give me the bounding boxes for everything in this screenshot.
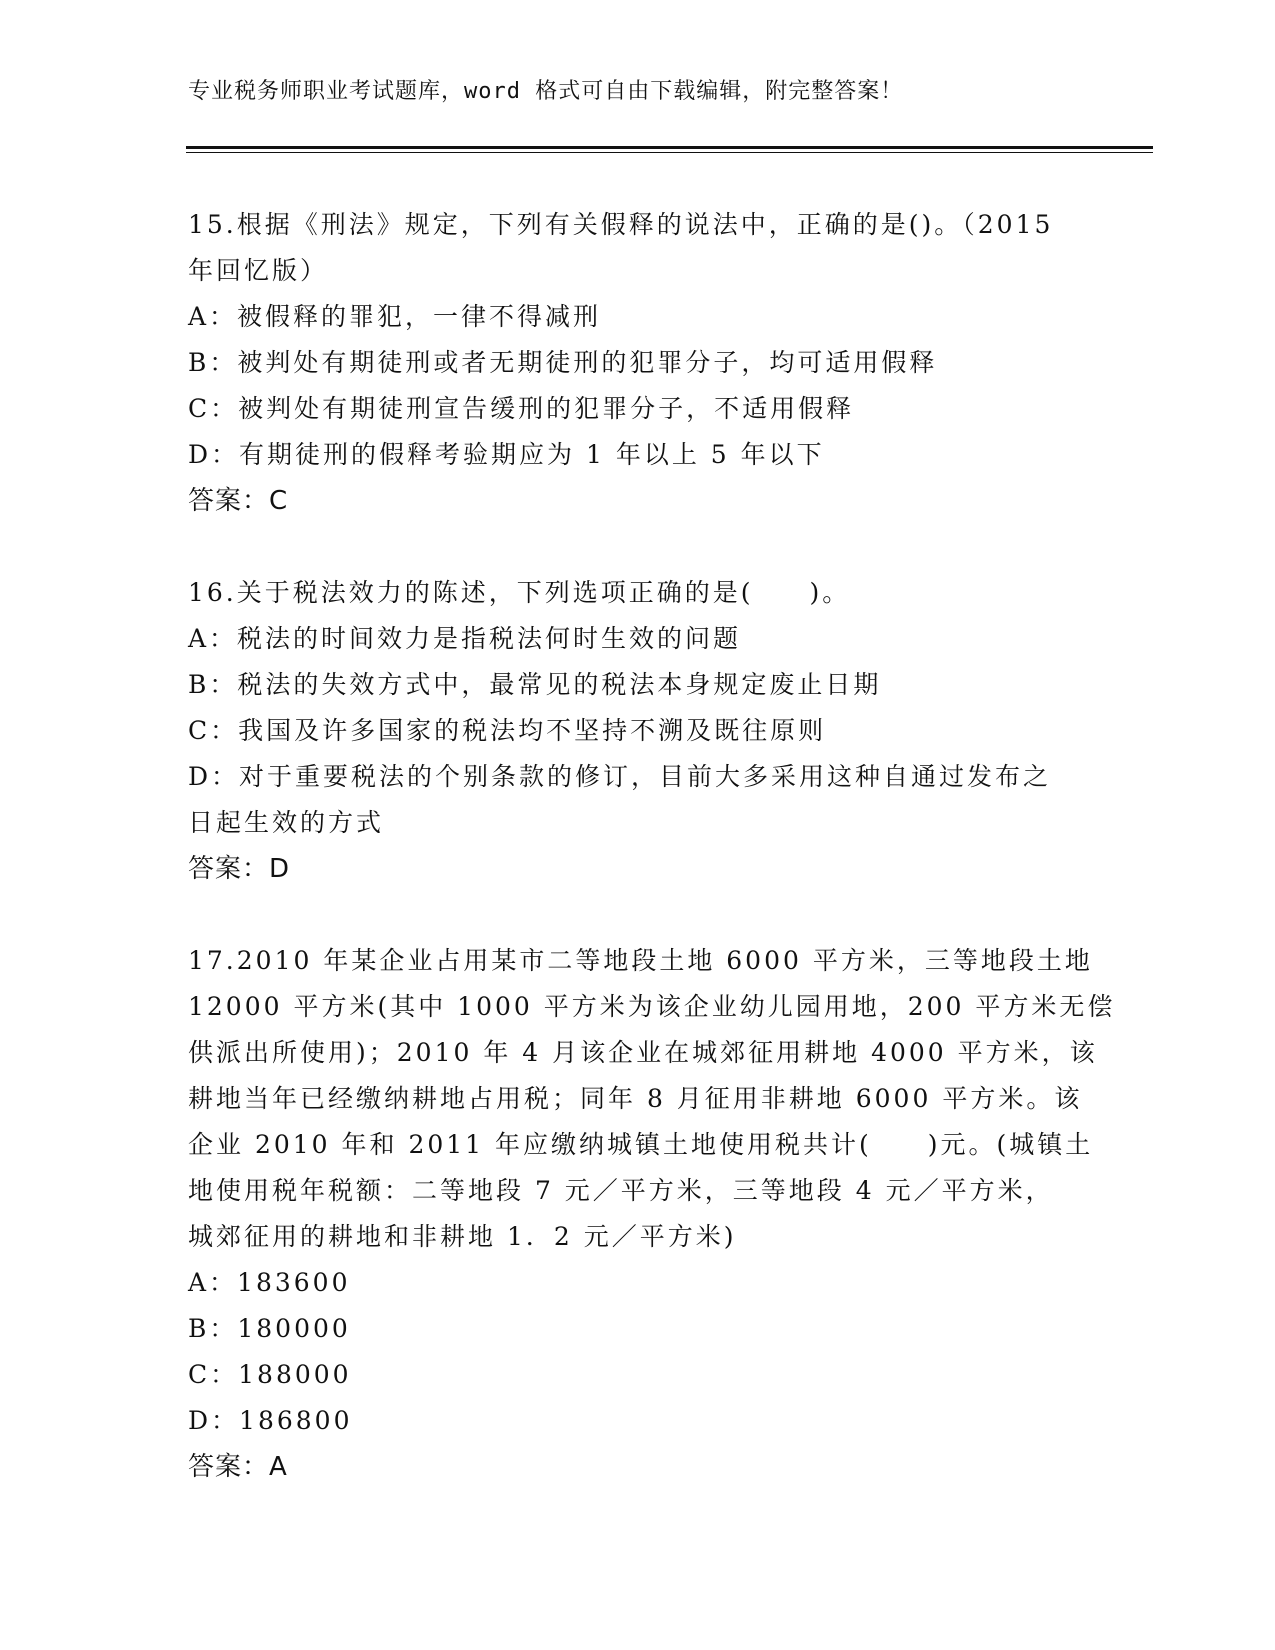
- question-stem-line: 15.根据《刑法》规定，下列有关假释的说法中，正确的是()。（2015: [188, 210, 1054, 239]
- option-a: A：183600: [188, 1268, 351, 1297]
- question-stem-line: 地使用税年税额：二等地段 7 元／平方米，三等地段 4 元／平方米，: [188, 1176, 1054, 1205]
- option-a: A：被假释的罪犯，一律不得减刑: [188, 302, 602, 331]
- question-17: [188, 938, 1116, 1490]
- header-rule-thick: [186, 146, 1153, 149]
- question-stem-line: 年回忆版）: [188, 256, 329, 285]
- question-stem-line: 供派出所使用)；2010 年 4 月该企业在城郊征用耕地 4000 平方米，该: [188, 1038, 1098, 1067]
- answer-label: 答案：C: [188, 486, 289, 516]
- option-c: C：被判处有期徒刑宣告缓刑的犯罪分子，不适用假释: [188, 394, 855, 423]
- question-15: [188, 202, 1078, 524]
- option-b: B：180000: [188, 1314, 351, 1343]
- option-b: B：税法的失效方式中，最常见的税法本身规定废止日期: [188, 670, 882, 699]
- question-stem-line: 城郊征用的耕地和非耕地 1．2 元／平方米): [188, 1222, 737, 1251]
- option-d: D：对于重要税法的个别条款的修订，目前大多采用这种自通过发布之: [188, 762, 1052, 791]
- question-stem-line: 企业 2010 年和 2011 年应缴纳城镇土地使用税共计( )元。(城镇土: [188, 1130, 1094, 1159]
- question-16: [188, 570, 1078, 892]
- question-stem-line: 12000 平方米(其中 1000 平方米为该企业幼儿园用地，200 平方米无偿: [188, 992, 1116, 1021]
- answer-label: 答案：D: [188, 854, 291, 884]
- question-list: [188, 202, 1116, 1536]
- header-rule-thin: [186, 152, 1153, 153]
- header-note: 专业税务师职业考试题库，word 格式可自由下载编辑，附完整答案！: [188, 79, 904, 104]
- option-d: D：186800: [188, 1406, 353, 1435]
- option-b: B：被判处有期徒刑或者无期徒刑的犯罪分子，均可适用假释: [188, 348, 938, 377]
- question-stem-line: 16.关于税法效力的陈述，下列选项正确的是( )。: [188, 578, 851, 607]
- option-c: C：188000: [188, 1360, 352, 1389]
- option-a: A：税法的时间效力是指税法何时生效的问题: [188, 624, 742, 653]
- answer-label: 答案：A: [188, 1452, 288, 1482]
- option-c: C：我国及许多国家的税法均不坚持不溯及既往原则: [188, 716, 827, 745]
- option-d-continued: 日起生效的方式: [188, 808, 385, 837]
- option-d: D：有期徒刑的假释考验期应为 1 年以上 5 年以下: [188, 440, 825, 469]
- question-stem-line: 17.2010 年某企业占用某市二等地段土地 6000 平方米，三等地段土地: [188, 946, 1093, 975]
- question-stem-line: 耕地当年已经缴纳耕地占用税；同年 8 月征用非耕地 6000 平方米。该: [188, 1084, 1083, 1113]
